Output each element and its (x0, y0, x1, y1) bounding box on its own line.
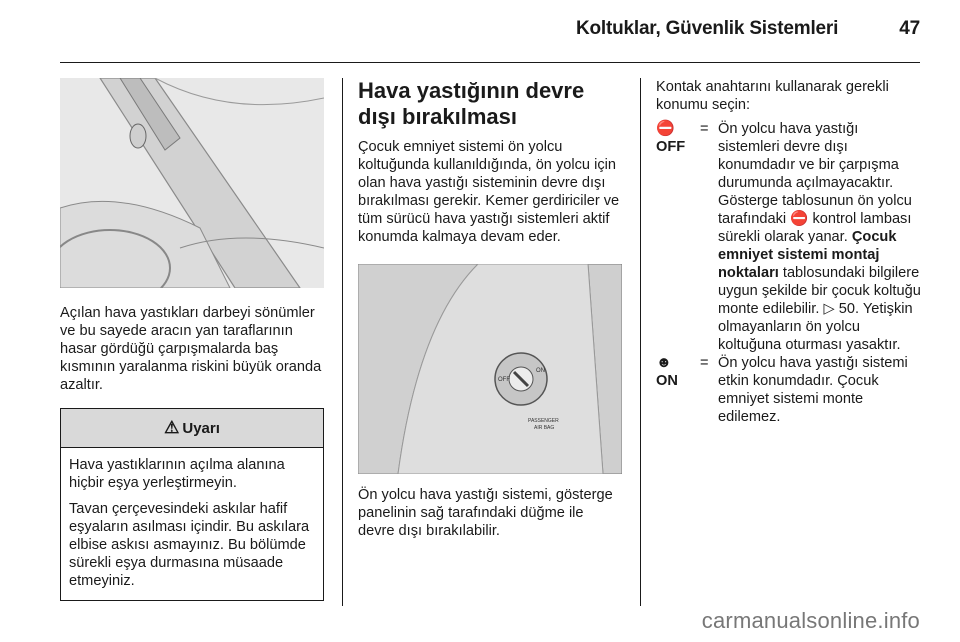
warning-title: Uyarı (182, 419, 220, 437)
cross-reference-bold: Çocuk emniyet sistemi montaj noktaları (718, 229, 897, 281)
column-divider-1 (342, 78, 343, 606)
option-symbol: ON (656, 373, 678, 389)
right-column (656, 78, 922, 426)
switch-caption: Ön yolcu hava yastığı sistemi, gösterge panelinin sağ tarafındaki düğme ile devre dışı bırakılabilir. (358, 487, 613, 539)
switch-passenger-label: PASSENGER (528, 418, 559, 424)
switch-airbag-label: AIR BAG (534, 425, 555, 431)
warning-box (60, 408, 324, 601)
middle-column (358, 78, 624, 540)
page-header (576, 18, 920, 40)
column-divider-2 (640, 78, 641, 606)
option-equals: = (700, 121, 709, 137)
warning-header (61, 409, 323, 448)
header-divider (60, 62, 920, 63)
warning-paragraph: Hava yastıklarının açılma alanına hiçbir eşya yerleştirmeyin. (69, 457, 285, 491)
deactivation-intro: Çocuk emniyet sistemi ön yolcu koltuğunda kullanıldığında, ön yolcu için olan hava yastığı sisteminin devre dışı bırakılması gerekir. Kemer gerdiriciler ve tüm sürücü hava yastığı sistemleri aktif konumda kalmaya devam eder. (358, 139, 620, 245)
page-reference[interactable]: 50. (838, 301, 860, 317)
airbag-off-icon: ⛔ (656, 120, 675, 137)
option-description: Ön yolcu hava yastığı sistemi etkin konumdadır. Çocuk emniyet sistemi monte edilemez. (718, 355, 908, 425)
a-pillar-airbag-illustration (60, 78, 324, 288)
option-description: Ön yolcu hava yastığı sistemleri devre dışı konumdadır ve bir çarpışma durumunda açılmayacaktır. Gösterge tablosunun ön yolcu tarafındaki ⛔ kontrol lambası sürekli olarak yanar. Çocuk emniyet sistemi montaj noktaları tablosundaki bilgilere uygun şekilde bir çocuk koltuğu monte edilebilir. ▷ 50. Yetişkin olmayanların ön yolcu koltuğuna oturması yasaktır. (718, 121, 921, 353)
airbag-on-icon: ☻ (656, 354, 672, 371)
switch-on-label: ON (536, 368, 545, 374)
option-on (656, 354, 922, 426)
option-equals: = (700, 355, 709, 371)
warning-triangle-icon: ⚠ (164, 418, 180, 437)
airbag-switch-illustration (358, 264, 622, 474)
chapter-title: Koltuklar, Güvenlik Sistemleri (575, 18, 839, 39)
warning-paragraph: Tavan çerçevesindeki askılar hafif eşyaların asılması içindir. Bu askılara elbise askısı asmayınız. Bu bölümde sürekli eşya durmasına müsaade etmeyiniz. (69, 501, 310, 589)
left-column (60, 78, 324, 601)
airbag-off-icon: ⛔ (790, 211, 809, 227)
page-number: 47 (899, 18, 920, 39)
option-off (656, 120, 922, 354)
section-heading: Hava yastığının devre dışı bırakılması (358, 78, 585, 129)
switch-off-label: OFF (498, 377, 510, 383)
option-symbol: OFF (656, 139, 686, 155)
page-reference-icon: ▷ (823, 301, 835, 317)
select-position-intro: Kontak anahtarını kullanarak gerekli konumu seçin: (656, 79, 889, 113)
side-airbag-caption: Açılan hava yastıkları darbeyi sönümler ve bu sayede aracın yan taraflarının hasar gördüğü çarpışmalarda baş kısmının yaralanma riskini büyük oranda azaltır. (60, 305, 322, 393)
watermark: carmanualsonline.info (701, 608, 920, 633)
